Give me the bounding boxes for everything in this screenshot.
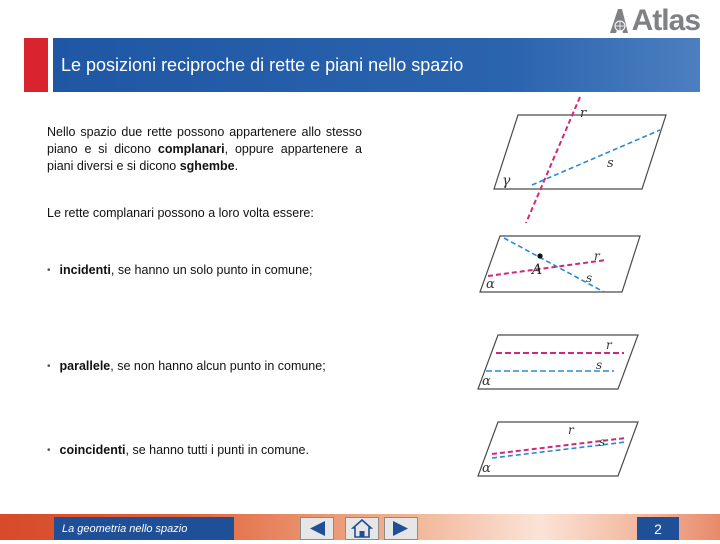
label-s: s <box>607 156 614 171</box>
bullet-text: , se non hanno alcun punto in comune; <box>110 359 326 373</box>
bullet-text: , se hanno un solo punto in comune; <box>110 263 313 277</box>
label-r: r <box>568 423 574 437</box>
label-s: s <box>599 435 606 449</box>
figure-parallel-lines <box>474 333 644 395</box>
term-complanari: complanari <box>157 142 225 156</box>
atlas-logo <box>608 4 700 38</box>
bullet-incidenti <box>47 263 312 277</box>
term-coincidenti: coincidenti <box>59 443 126 457</box>
label-plane: γ <box>502 173 511 189</box>
title-accent <box>24 38 48 92</box>
figure-skew-lines <box>490 95 670 225</box>
intro-text-1: Nello spazio due rette possono appartenere allo stesso piano e si dicono <box>47 125 362 156</box>
atlas-logo-icon <box>608 8 630 34</box>
line-s <box>492 442 626 458</box>
bullet-text: , se hanno tutti i punti in comune. <box>125 443 309 457</box>
figure-incident-lines <box>474 230 644 296</box>
page-title: Le posizioni reciproche di rette e piani nello spazio <box>61 54 464 75</box>
title-bar <box>24 38 700 92</box>
intro-text-2: , oppure appartenere a piani diversi e si dicono <box>47 142 362 173</box>
title-background <box>53 38 700 92</box>
intersection-point <box>537 253 542 258</box>
home-icon <box>346 518 378 539</box>
label-r: r <box>606 338 612 352</box>
label-r: r <box>580 106 587 121</box>
plane-alpha <box>480 236 640 292</box>
label-point: A <box>532 262 543 278</box>
intro-paragraph <box>47 124 362 175</box>
line-r <box>526 97 580 223</box>
label-r: r <box>594 249 600 263</box>
next-button[interactable] <box>384 517 418 540</box>
subtitle-text: Le rette complanari possono a loro volta essere: <box>47 206 314 220</box>
term-sghembe: sghembe <box>179 159 235 173</box>
figure-coincident-lines <box>474 418 644 480</box>
section-label: La geometria nello spazio <box>54 517 234 540</box>
bullet-dot: • <box>47 264 51 276</box>
term-incidenti: incidenti <box>59 263 111 277</box>
logo-text: Atlas <box>631 4 700 37</box>
plane-gamma <box>494 115 666 189</box>
next-icon <box>385 518 417 539</box>
plane-alpha <box>478 335 638 389</box>
previous-icon <box>301 518 333 539</box>
bullet-dot: • <box>47 444 51 456</box>
intro-text-3: . <box>234 159 239 173</box>
label-s: s <box>596 358 603 372</box>
term-parallele: parallele <box>59 359 111 373</box>
label-plane: α <box>482 461 491 476</box>
label-plane: α <box>486 277 495 292</box>
plane-alpha <box>478 422 638 476</box>
bullet-coincidenti <box>47 443 309 457</box>
label-s: s <box>586 271 593 285</box>
line-s <box>532 130 660 185</box>
label-plane: α <box>482 374 491 389</box>
footer-bar <box>0 514 720 540</box>
bullet-parallele <box>47 359 326 373</box>
previous-button[interactable] <box>300 517 334 540</box>
home-button[interactable] <box>345 517 379 540</box>
bullet-dot: • <box>47 360 51 372</box>
page-number: 2 <box>637 517 679 540</box>
line-r <box>492 438 626 454</box>
